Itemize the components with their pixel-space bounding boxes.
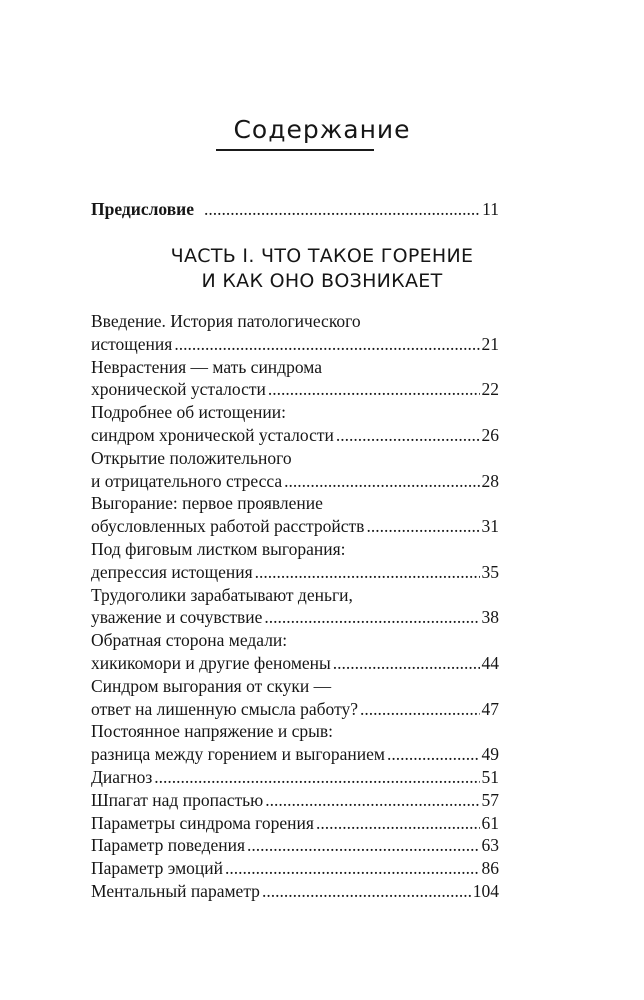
toc-line xyxy=(91,310,499,333)
toc-entry-title-line-2: Шпагат над пропастью xyxy=(91,789,264,810)
toc-entry xyxy=(91,766,499,789)
toc-page-number: 44 xyxy=(481,652,499,673)
toc-entry-title-line-2: разница между горением и выгоранием xyxy=(91,744,385,765)
toc-page-number: 11 xyxy=(482,199,499,219)
toc-entry xyxy=(91,538,499,584)
toc-entry-title-line-1: Под фиговым листком выгорания: xyxy=(91,538,346,559)
toc-line xyxy=(91,834,499,857)
toc-entry xyxy=(91,720,499,766)
toc-entry-title-line-2: хикикомори и другие феномены xyxy=(91,652,331,673)
toc-line xyxy=(91,698,499,721)
toc-line xyxy=(91,606,499,629)
toc-entry-title: Предисловие xyxy=(91,199,195,219)
toc-page-number: 51 xyxy=(481,766,499,787)
toc-line xyxy=(91,880,499,903)
dot-leader xyxy=(268,378,480,401)
dot-leader xyxy=(154,766,479,789)
toc-entry xyxy=(91,857,499,880)
toc-line xyxy=(91,675,499,698)
toc-page-number: 28 xyxy=(481,470,499,491)
toc-entry xyxy=(91,310,499,356)
page-title: Содержание xyxy=(233,115,411,144)
dot-leader xyxy=(333,652,480,675)
toc-entry-title-line-2: Параметры синдрома горения xyxy=(91,812,314,833)
toc-entry xyxy=(91,812,499,835)
toc-entry-title-line-1: Введение. История патологического xyxy=(91,311,361,331)
toc-entry-title-line-2: Ментальный параметр xyxy=(91,880,260,901)
dot-leader xyxy=(255,561,480,584)
toc-line xyxy=(91,561,499,584)
dot-leader xyxy=(336,424,480,447)
toc-page-number: 31 xyxy=(481,516,499,537)
dot-leader xyxy=(262,880,471,903)
toc-entry xyxy=(91,492,499,538)
toc-entry xyxy=(91,880,499,903)
toc-entry-title-line-2: и отрицательного стресса xyxy=(91,470,283,491)
toc-entries xyxy=(91,310,499,903)
toc-line xyxy=(91,424,499,447)
toc-line xyxy=(91,470,499,493)
toc-entry-title-line-2: синдром хронической усталости xyxy=(91,424,334,445)
toc-page-number: 63 xyxy=(481,835,499,856)
toc-line xyxy=(91,333,499,356)
toc-page-number: 38 xyxy=(481,607,499,628)
toc-line xyxy=(91,538,499,561)
toc-entry-title-line-2: обусловленных работой расстройств xyxy=(91,516,365,537)
toc-entry xyxy=(91,401,499,447)
toc-entry xyxy=(91,629,499,675)
toc-page-number: 35 xyxy=(481,561,499,582)
dot-leader xyxy=(174,333,479,356)
toc-entry-title-line-1: Подробнее об истощении: xyxy=(91,402,286,423)
toc-page-number: 21 xyxy=(481,333,499,354)
dot-leader xyxy=(225,857,479,880)
toc-line xyxy=(91,629,499,652)
toc-line xyxy=(91,492,499,515)
toc-entry-title-line-2: уважение и сочувствие xyxy=(91,607,263,628)
part-heading-line-1: ЧАСТЬ I. ЧТО ТАКОЕ ГОРЕНИЕ xyxy=(170,245,474,267)
toc-entry-title-line-1: Выгорание: первое проявление xyxy=(91,493,323,514)
toc-line xyxy=(91,743,499,766)
part-heading xyxy=(0,244,644,294)
toc-page-number: 47 xyxy=(481,698,499,719)
dot-leader xyxy=(366,515,479,538)
toc-line xyxy=(91,356,499,379)
toc-entry-title-line-1: Обратная сторона медали: xyxy=(91,630,288,651)
toc-line xyxy=(91,652,499,675)
toc-entry xyxy=(91,789,499,812)
toc-entry xyxy=(91,584,499,630)
toc-line xyxy=(91,789,499,812)
toc-entry xyxy=(91,834,499,857)
toc-page-number: 26 xyxy=(481,424,499,445)
toc-entry-title-line-1: Неврастения — мать синдрома xyxy=(91,356,322,377)
toc-line xyxy=(91,447,499,470)
dot-leader xyxy=(204,198,480,221)
toc-entry-title-line-2: Параметр эмоций xyxy=(91,858,224,879)
toc-entry-title-line-2: хронической усталости xyxy=(91,379,266,400)
toc-entry xyxy=(91,356,499,402)
toc-page-number: 61 xyxy=(481,812,499,833)
dot-leader xyxy=(247,834,479,857)
toc-entry-title-line-1: Открытие положительного xyxy=(91,447,292,468)
toc-page-number: 86 xyxy=(481,858,499,879)
toc-page-number: 49 xyxy=(481,744,499,765)
toc-line xyxy=(91,378,499,401)
toc-entry-title-line-2: Диагноз xyxy=(91,766,153,787)
toc-entry xyxy=(91,447,499,493)
toc-page-number: 22 xyxy=(481,379,499,400)
dot-leader xyxy=(316,812,480,835)
toc-line xyxy=(91,515,499,538)
toc-entry-title-line-1: Синдром выгорания от скуки — xyxy=(91,675,332,696)
toc-page-number: 57 xyxy=(481,789,499,810)
toc-line xyxy=(91,766,499,789)
dot-leader xyxy=(284,470,479,493)
dot-leader xyxy=(264,606,479,629)
dot-leader xyxy=(387,743,480,766)
toc-preface xyxy=(91,198,499,221)
toc-line xyxy=(91,584,499,607)
toc-entry-title-line-1: Трудоголики зарабатывают деньги, xyxy=(91,584,353,605)
toc-line xyxy=(91,401,499,424)
toc-entry-title-line-2: Параметр поведения xyxy=(91,835,246,856)
part-heading-line-2: И КАК ОНО ВОЗНИКАЕТ xyxy=(201,270,443,292)
toc-entry-title-line-1: Постоянное напряжение и срыв: xyxy=(91,721,334,742)
toc-entry-title-line-2: истощения xyxy=(91,333,173,354)
toc-entry xyxy=(91,675,499,721)
toc-page-number: 104 xyxy=(472,880,499,901)
toc-line xyxy=(91,857,499,880)
toc-entry-title-line-2: ответ на лишенную смысла работу? xyxy=(91,698,359,719)
dot-leader xyxy=(265,789,479,812)
toc-line xyxy=(91,720,499,743)
title-underline xyxy=(216,149,374,151)
toc-line xyxy=(91,198,499,221)
toc-line xyxy=(91,812,499,835)
toc-entry-title-line-2: депрессия истощения xyxy=(91,561,253,582)
dot-leader xyxy=(360,698,479,721)
